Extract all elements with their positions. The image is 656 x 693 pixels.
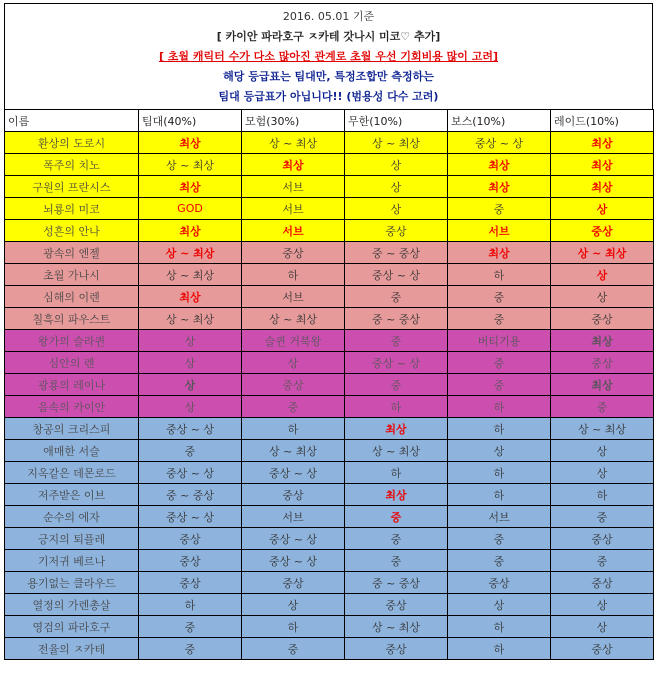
cell-team: 상 ~ 최상 [139,242,242,264]
table-row [5,638,654,660]
cell-infinite: 하 [345,462,448,484]
cell-name: 영검의 파라호구 [5,616,139,638]
table-row [5,594,654,616]
col-header-infinite: 무한(10%) [345,110,448,132]
cell-adventure: 상 ~ 최상 [242,308,345,330]
col-header-team: 팀대(40%) [139,110,242,132]
cell-infinite: 상 [345,198,448,220]
cell-boss: 중 [448,374,551,396]
cell-raid: 상 [551,594,654,616]
cell-raid: 상 [551,462,654,484]
cell-name: 성흔의 안나 [5,220,139,242]
cell-boss: 하 [448,264,551,286]
cell-raid: 최상 [551,132,654,154]
cell-adventure: 중상 ~ 상 [242,462,345,484]
cell-adventure: 중상 ~ 상 [242,550,345,572]
cell-name: 폭주의 치노 [5,154,139,176]
cell-infinite: 중 ~ 중상 [345,572,448,594]
cell-team: 중 [139,638,242,660]
cell-team: 상 [139,352,242,374]
cell-adventure: 서브 [242,176,345,198]
cell-adventure: 중상 [242,242,345,264]
cell-team: 최상 [139,132,242,154]
cell-adventure: 중상 ~ 상 [242,528,345,550]
cell-name: 심해의 이렌 [5,286,139,308]
table-row [5,396,654,418]
table-row [5,198,654,220]
cell-name: 뇌룡의 미코 [5,198,139,220]
cell-boss: 중 [448,528,551,550]
cell-name: 환상의 도로시 [5,132,139,154]
header-title: [ 카이안 파라호구 ㅈ카테 갓나시 미코♡ 추가] [216,30,441,43]
cell-team: 중상 [139,528,242,550]
header-date: 2016. 05.01 기준 [282,10,375,23]
cell-raid: 최상 [551,176,654,198]
cell-adventure: 최상 [242,154,345,176]
cell-raid: 중 [551,506,654,528]
cell-infinite: 상 ~ 최상 [345,132,448,154]
cell-raid: 상 [551,440,654,462]
cell-infinite: 중 [345,506,448,528]
cell-adventure: 하 [242,264,345,286]
cell-infinite: 중 [345,330,448,352]
cell-raid: 중 [551,550,654,572]
cell-adventure: 중상 [242,374,345,396]
table-row [5,352,654,374]
cell-infinite: 최상 [345,418,448,440]
cell-adventure: 상 [242,594,345,616]
table-row [5,418,654,440]
cell-infinite: 하 [345,396,448,418]
cell-infinite: 중상 ~ 상 [345,352,448,374]
tier-sheet [4,3,653,660]
table-row [5,330,654,352]
cell-boss: 중 [448,286,551,308]
cell-team: 중 [139,616,242,638]
cell-boss: 하 [448,396,551,418]
header-warning: [ 초월 캐릭터 수가 다소 많아진 관계로 초월 우선 기회비용 많이 고려] [158,50,499,63]
cell-infinite: 중 [345,550,448,572]
cell-adventure: 하 [242,616,345,638]
cell-boss: 하 [448,638,551,660]
cell-adventure: 서브 [242,198,345,220]
cell-boss: 서브 [448,220,551,242]
cell-name: 구원의 프란시스 [5,176,139,198]
header-note-1: 해당 등급표는 팀대만, 특정조합만 측정하는 [223,70,434,83]
cell-team: 상 ~ 최상 [139,154,242,176]
cell-team: GOD [139,198,242,220]
cell-name: 음속의 카이안 [5,396,139,418]
cell-raid: 중상 [551,638,654,660]
cell-raid: 중상 [551,220,654,242]
col-header-adventure: 모험(30%) [242,110,345,132]
cell-raid: 상 [551,616,654,638]
cell-team: 중상 ~ 상 [139,418,242,440]
cell-boss: 중 [448,198,551,220]
cell-name: 열정의 가렌총살 [5,594,139,616]
cell-team: 중 ~ 중상 [139,484,242,506]
cell-team: 최상 [139,176,242,198]
cell-boss: 하 [448,484,551,506]
cell-raid: 최상 [551,154,654,176]
cell-name: 초월 가나시 [5,264,139,286]
cell-adventure: 상 ~ 최상 [242,440,345,462]
table-row [5,374,654,396]
cell-adventure: 서브 [242,506,345,528]
table-row [5,572,654,594]
cell-infinite: 중 ~ 중상 [345,242,448,264]
cell-raid: 중상 [551,308,654,330]
cell-name: 순수의 에자 [5,506,139,528]
cell-raid: 상 [551,286,654,308]
table-row [5,506,654,528]
cell-infinite: 중 [345,374,448,396]
cell-name: 광속의 엔젤 [5,242,139,264]
cell-name: 왕가의 슬라퀸 [5,330,139,352]
cell-boss: 중상 [448,572,551,594]
cell-raid: 최상 [551,330,654,352]
cell-boss: 최상 [448,176,551,198]
cell-boss: 하 [448,616,551,638]
cell-boss: 중 [448,550,551,572]
cell-boss: 최상 [448,242,551,264]
table-row [5,462,654,484]
sheet-header [4,3,653,109]
cell-name: 칠흑의 파우스트 [5,308,139,330]
cell-raid: 상 [551,198,654,220]
table-row [5,286,654,308]
cell-name: 저주받은 이브 [5,484,139,506]
cell-team: 중상 [139,572,242,594]
cell-team: 중상 ~ 상 [139,462,242,484]
cell-team: 중 [139,440,242,462]
cell-raid: 상 [551,264,654,286]
table-row [5,484,654,506]
table-row [5,308,654,330]
col-header-boss: 보스(10%) [448,110,551,132]
cell-name: 긍지의 퇴플레 [5,528,139,550]
cell-team: 중상 [139,550,242,572]
cell-boss: 버티기용 [448,330,551,352]
cell-raid: 상 ~ 최상 [551,418,654,440]
cell-name: 창공의 크리스피 [5,418,139,440]
cell-boss: 상 [448,440,551,462]
table-row [5,440,654,462]
cell-team: 최상 [139,286,242,308]
cell-boss: 상 [448,594,551,616]
table-header-row [5,110,654,132]
cell-adventure: 서브 [242,220,345,242]
cell-infinite: 중상 ~ 상 [345,264,448,286]
cell-boss: 중상 ~ 상 [448,132,551,154]
cell-infinite: 상 ~ 최상 [345,616,448,638]
table-row [5,132,654,154]
cell-raid: 최상 [551,374,654,396]
cell-infinite: 중 ~ 중상 [345,308,448,330]
cell-adventure: 중상 [242,484,345,506]
cell-infinite: 중상 [345,594,448,616]
table-row [5,242,654,264]
cell-team: 상 ~ 최상 [139,308,242,330]
cell-adventure: 서브 [242,286,345,308]
cell-infinite: 중 [345,286,448,308]
cell-team: 최상 [139,220,242,242]
table-row [5,528,654,550]
table-row [5,616,654,638]
cell-raid: 상 ~ 최상 [551,242,654,264]
cell-team: 하 [139,594,242,616]
cell-adventure: 하 [242,418,345,440]
tier-table-body [5,132,654,660]
cell-name: 지옥같은 데몬로드 [5,462,139,484]
cell-infinite: 상 ~ 최상 [345,440,448,462]
cell-boss: 하 [448,418,551,440]
cell-raid: 중상 [551,352,654,374]
cell-adventure: 슬퀸 거북왕 [242,330,345,352]
cell-name: 광룡의 레이나 [5,374,139,396]
cell-name: 용기없는 클라우드 [5,572,139,594]
cell-raid: 중상 [551,572,654,594]
cell-name: 애매한 서슬 [5,440,139,462]
cell-name: 전율의 ㅈ카테 [5,638,139,660]
cell-infinite: 중상 [345,638,448,660]
table-row [5,550,654,572]
header-note-2: 팀대 등급표가 아닙니다!! (범용성 다수 고려) [218,90,439,103]
cell-raid: 중 [551,396,654,418]
table-row [5,220,654,242]
table-row [5,264,654,286]
col-header-raid: 레이드(10%) [551,110,654,132]
cell-boss: 서브 [448,506,551,528]
table-row [5,154,654,176]
cell-adventure: 중상 [242,572,345,594]
cell-raid: 하 [551,484,654,506]
cell-boss: 하 [448,462,551,484]
cell-infinite: 최상 [345,484,448,506]
cell-boss: 최상 [448,154,551,176]
cell-infinite: 상 [345,154,448,176]
cell-name: 기저귀 베르나 [5,550,139,572]
cell-team: 상 [139,330,242,352]
cell-adventure: 중 [242,638,345,660]
cell-team: 중상 ~ 상 [139,506,242,528]
cell-team: 상 [139,374,242,396]
cell-team: 상 ~ 최상 [139,264,242,286]
cell-adventure: 상 ~ 최상 [242,132,345,154]
col-header-name: 이름 [5,110,139,132]
table-row [5,176,654,198]
cell-infinite: 중상 [345,220,448,242]
cell-boss: 중 [448,352,551,374]
cell-infinite: 상 [345,176,448,198]
cell-name: 심안의 렌 [5,352,139,374]
cell-team: 상 [139,396,242,418]
cell-adventure: 상 [242,352,345,374]
cell-infinite: 중 [345,528,448,550]
cell-boss: 중 [448,308,551,330]
tier-table [4,109,654,660]
cell-adventure: 중 [242,396,345,418]
cell-raid: 중상 [551,528,654,550]
